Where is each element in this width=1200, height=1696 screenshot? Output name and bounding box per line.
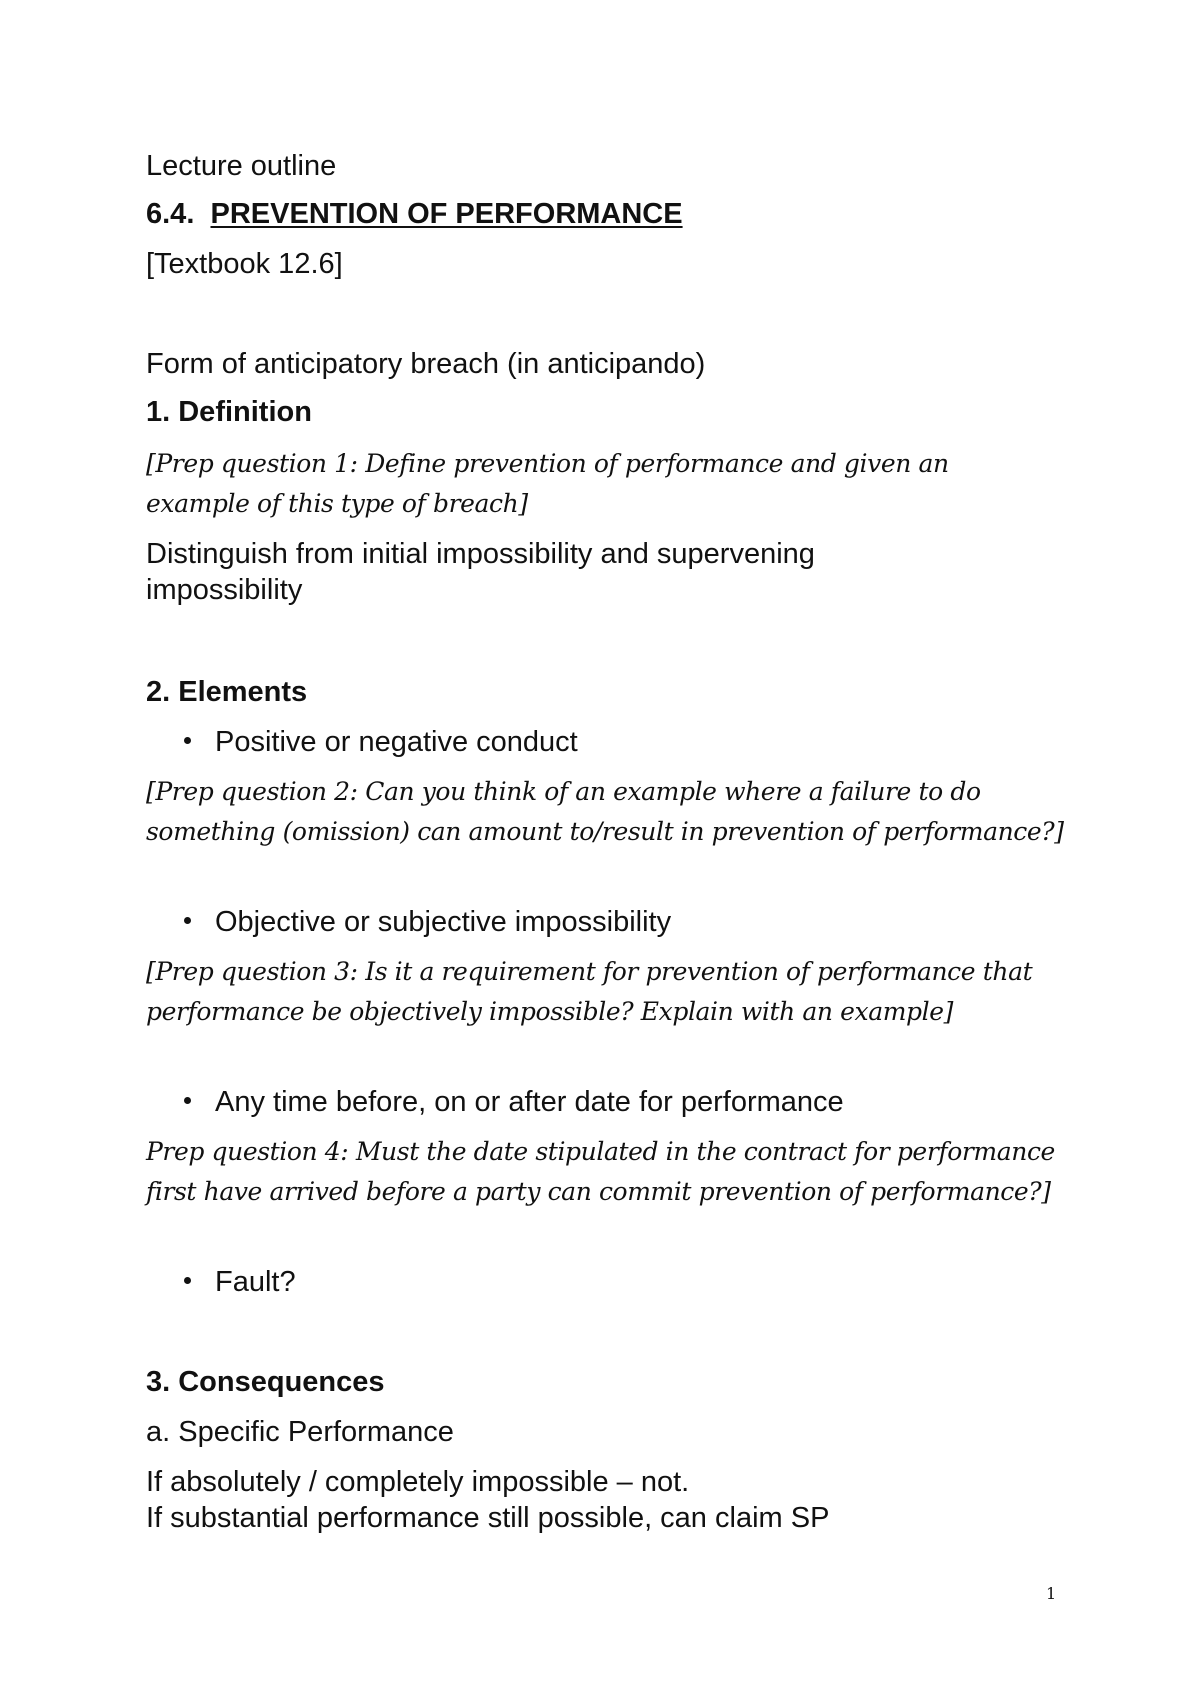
bullet-icon xyxy=(184,917,191,924)
bullet-item xyxy=(184,724,578,760)
sub-heading-a: a. Specific Performance xyxy=(146,1416,454,1448)
distinguish-text: Distinguish from initial impossibility and supervening impossibility xyxy=(146,538,815,606)
bullet-text: Objective or subjective impossibility xyxy=(215,906,672,938)
intro-text: Form of anticipatory breach (in anticipando) xyxy=(146,348,706,380)
prep-question-3: [Prep question 3: Is it a requirement for prevention of performance that performance be objectively impossible? Explain with an example] xyxy=(146,957,1033,1026)
bullet-icon xyxy=(184,737,191,744)
section-heading xyxy=(146,196,683,232)
page-number: 1 xyxy=(1046,1584,1057,1603)
bullet-item xyxy=(184,904,671,940)
consequences-heading: 3. Consequences xyxy=(146,1366,385,1398)
definition-heading: 1. Definition xyxy=(146,396,312,428)
bullet-text: Fault? xyxy=(215,1266,296,1298)
bullet-icon xyxy=(184,1097,191,1104)
prep-question-4: Prep question 4: Must the date stipulated in the contract for performance first have arrived before a party can commit prevention of performance?] xyxy=(146,1137,1055,1206)
bullet-icon xyxy=(184,1277,191,1284)
prep-question-1: [Prep question 1: Define prevention of performance and given an example of this type of breach] xyxy=(146,449,949,518)
bullet-item xyxy=(184,1084,844,1120)
section-title: PREVENTION OF PERFORMANCE xyxy=(210,198,683,230)
bullet-text: Positive or negative conduct xyxy=(215,726,578,758)
bullet-text: Any time before, on or after date for performance xyxy=(215,1086,844,1118)
section-number: 6.4. xyxy=(146,198,195,230)
lecture-label: Lecture outline xyxy=(146,150,337,182)
elements-heading: 2. Elements xyxy=(146,676,308,708)
consequence-line-1: If absolutely / completely impossible – not. xyxy=(146,1466,690,1498)
prep-question-2: [Prep question 2: Can you think of an example where a failure to do something (omission) can amount to/result in prevention of performance?] xyxy=(146,777,1064,846)
bullet-item xyxy=(184,1264,296,1300)
textbook-reference: [Textbook 12.6] xyxy=(146,248,343,280)
consequence-line-2: If substantial performance still possible, can claim SP xyxy=(146,1502,830,1534)
